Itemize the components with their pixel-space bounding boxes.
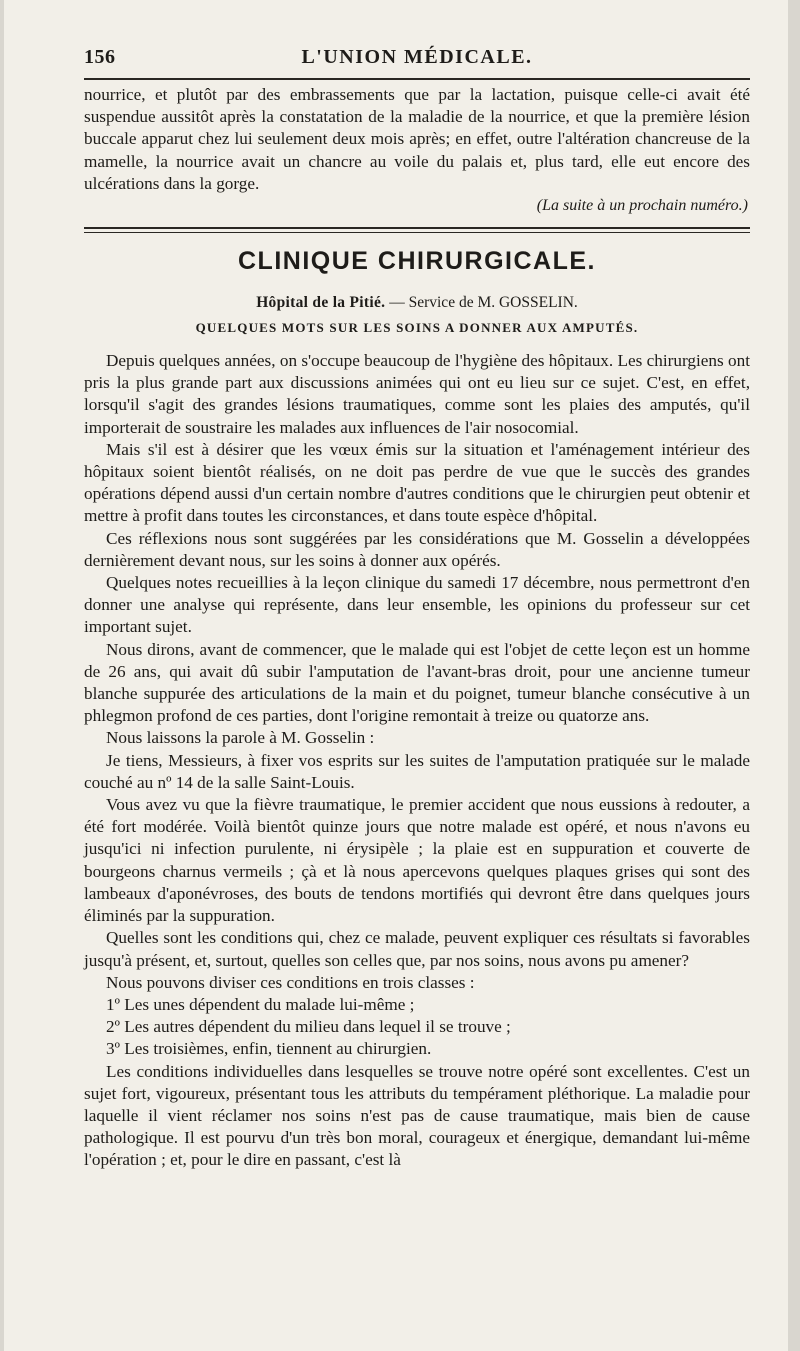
service-name: — Service de M. GOSSELIN. — [389, 294, 578, 312]
hospital-line — [84, 294, 750, 312]
paragraph: Quelles sont les conditions qui, chez ce malade, peuvent expliquer ces résultats si favorables jusqu'à présent, et, surtout, quelles son celles que, par nos soins, nous avons pu amener? — [84, 928, 750, 970]
section-title: CLINIQUE CHIRURGICALE. — [238, 247, 596, 276]
paragraph: Les conditions individuelles dans lesquelles se trouve notre opéré sont excellentes. C'est un sujet fort, vigoureux, présentant tous les attributs du tempérament pléthorique. La maladie pour laquelle il vient réclamer nos soins n'est pas de cause traumatique, mais bien de cause pathologique. Il est pourvu d'un très bon moral, courageux et énergique, demandant lui-même l'opération ; et, pour le dire en passant, c'est là — [84, 1061, 750, 1170]
running-header — [84, 44, 750, 78]
header-rule — [84, 78, 750, 80]
section-divider — [84, 227, 750, 233]
paragraph: Quelques notes recueillies à la leçon clinique du samedi 17 décembre, nous permettront d'en donner une analyse qui représente, dans leur ensemble, les opinions du professeur sur cet important sujet. — [84, 573, 750, 637]
paragraph: Nous laissons la parole à M. Gosselin : — [106, 728, 375, 748]
page — [4, 0, 788, 1351]
paragraph: Mais s'il est à désirer que les vœux émis sur la situation et l'aménagement intérieur des hôpitaux soient bientôt réalisés, on ne doit pas perdre de vue que le succès des grandes opérations dépend aussi d'un certain nombre d'autres conditions que le chirurgien peut obtenir et mettre à profit dans toutes les circonstances, et dans toute espèce d'hôpital. — [84, 439, 750, 526]
paragraph: Nous pouvons diviser ces conditions en trois classes : — [106, 972, 475, 992]
journal-title: L'UNION MÉDICALE. — [301, 46, 533, 68]
enumeration-item: 2º Les autres dépendent du milieu dans lequel il se trouve ; — [106, 1017, 511, 1037]
paragraph: Nous dirons, avant de commencer, que le malade qui est l'objet de cette leçon est un homme de 26 ans, qui avait dû subir l'amputation de l'avant-bras droit, pour une ancienne tumeur blanche suppurée des articulations de la main et du poignet, tumeur blanche consécutive à un phlegmon profond de ces parties, dont l'origine remontait à treize ou quatorze ans. — [84, 639, 750, 726]
article-subtitle: QUELQUES MOTS SUR LES SOINS A DONNER AUX AMPUTÉS. — [195, 320, 639, 336]
to-be-continued-note: (La suite à un prochain numéro.) — [536, 197, 748, 215]
paragraph: Depuis quelques années, on s'occupe beaucoup de l'hygiène des hôpitaux. Les chirurgiens ont pris la plus grande part aux discussions animées qui ont eu lieu sur ce sujet. C'est, en effet, lorsqu'il s'agit des grandes lésions traumatiques, comme sont les plaies des amputés, qu'il importerait de soustraire les malades aux influences de l'air nosocomial. — [84, 351, 750, 437]
paragraph: Je tiens, Messieurs, à fixer vos esprits sur les suites de l'amputation pratiquée sur le malade couché au nº 14 de la salle Saint-Louis. — [84, 750, 750, 792]
paragraph: Vous avez vu que la fièvre traumatique, le premier accident que nous eussions à redouter, a été fort modérée. Voilà bientôt quinze jours que notre malade est opéré, et nous n'avons eu jusqu'ici ni infection purulente, ni érysipèle ; la plaie est en suppuration et couverte de bourgeons charnus vermeils ; çà et là nous apercevons quelques plaques grises qui sont des lambeaux d'aponévroses, des bouts de tendons mortifiés qui devront être dans quelques jours éliminés par la suppuration. — [84, 795, 750, 926]
page-number: 156 — [84, 46, 116, 68]
enumeration-item: 1º Les unes dépendent du malade lui-même ; — [106, 994, 415, 1014]
continuation-paragraph: nourrice, et plutôt par des embrassements que par la lactation, puisque celle-ci avait été suspendue aussitôt après la constatation de la maladie de la nourrice, et que la première lésion buccale apparut chez lui seulement deux mois après; en effet, outre l'altération chancreuse de la mamelle, la nourrice avait un chancre au voile du palais et, plus tard, elle eut encore des ulcérations dans la gorge. — [84, 85, 750, 193]
hospital-name: Hôpital de la Pitié. — [256, 294, 386, 312]
enumeration-item: 3º Les troisièmes, enfin, tiennent au chirurgien. — [106, 1039, 432, 1059]
paragraph: Ces réflexions nous sont suggérées par les considérations que M. Gosselin a développées dernièrement devant nous, sur les soins à donner aux opérés. — [84, 528, 750, 570]
